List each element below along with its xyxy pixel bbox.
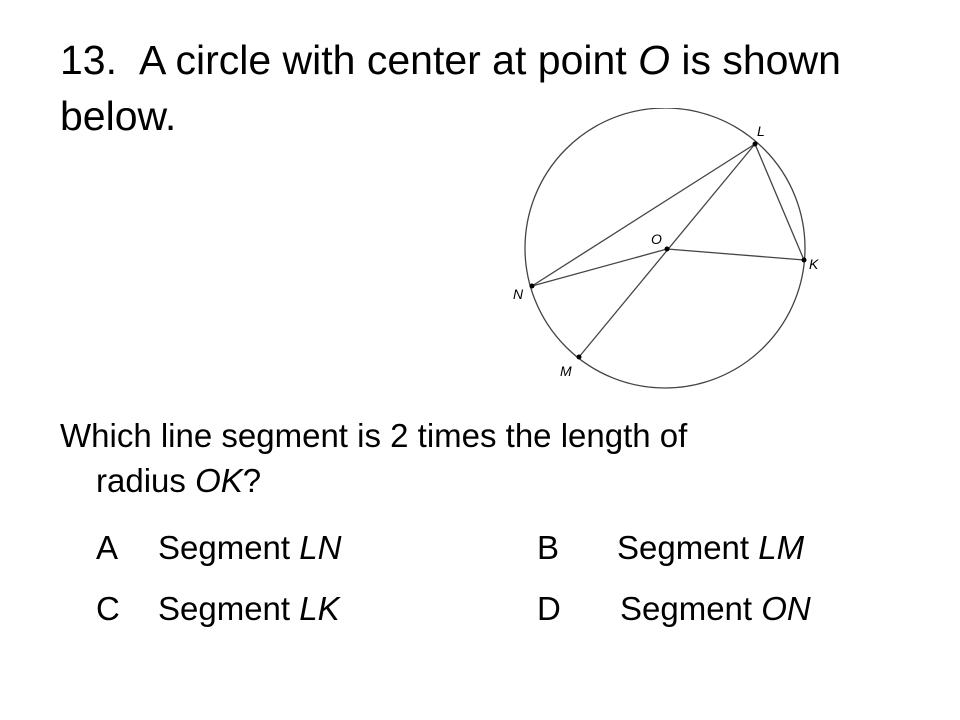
title-point-name: O bbox=[638, 37, 670, 83]
prompt-line-1: Which line segment is 2 times the length of bbox=[60, 417, 688, 454]
choice-prefix: Segment bbox=[617, 529, 759, 566]
label-l: L bbox=[757, 123, 765, 139]
choice-prefix: Segment bbox=[620, 590, 762, 627]
circle-figure bbox=[500, 108, 840, 398]
point-l bbox=[753, 142, 758, 147]
choice-letter: A bbox=[96, 529, 119, 566]
label-m: M bbox=[560, 363, 572, 379]
prompt-line-2 bbox=[60, 458, 920, 503]
choice-segment-name: LK bbox=[299, 590, 340, 627]
segment-ln bbox=[532, 144, 755, 286]
label-n: N bbox=[513, 286, 524, 302]
label-o: O bbox=[651, 231, 662, 247]
point-n bbox=[530, 284, 535, 289]
choice-segment-name: LN bbox=[299, 529, 342, 566]
choice-letter: D bbox=[537, 590, 561, 627]
choice-d[interactable] bbox=[537, 586, 811, 631]
title-text-end: is shown below. bbox=[60, 37, 841, 139]
choice-letter: B bbox=[537, 529, 560, 566]
choice-letter: C bbox=[96, 590, 120, 627]
choice-c[interactable] bbox=[96, 586, 340, 631]
point-k bbox=[802, 258, 807, 263]
question-prompt bbox=[60, 413, 920, 503]
prompt-line-2-text: radius bbox=[96, 462, 196, 499]
question-number: 13. bbox=[60, 37, 117, 83]
choice-prefix: Segment bbox=[158, 529, 300, 566]
prompt-question-mark: ? bbox=[242, 462, 262, 499]
choice-b[interactable] bbox=[537, 525, 804, 570]
choice-a[interactable] bbox=[96, 525, 341, 570]
title-text-start: A circle with center at point bbox=[139, 37, 639, 83]
segment-on bbox=[532, 249, 667, 286]
choice-prefix: Segment bbox=[158, 590, 300, 627]
circle-diagram bbox=[500, 108, 840, 398]
choice-segment-name: ON bbox=[761, 590, 811, 627]
point-m bbox=[577, 355, 582, 360]
point-o bbox=[665, 247, 670, 252]
label-k: K bbox=[809, 256, 819, 272]
segment-ok bbox=[667, 249, 804, 260]
prompt-radius-name: OK bbox=[195, 462, 243, 499]
choice-segment-name: LM bbox=[758, 529, 805, 566]
